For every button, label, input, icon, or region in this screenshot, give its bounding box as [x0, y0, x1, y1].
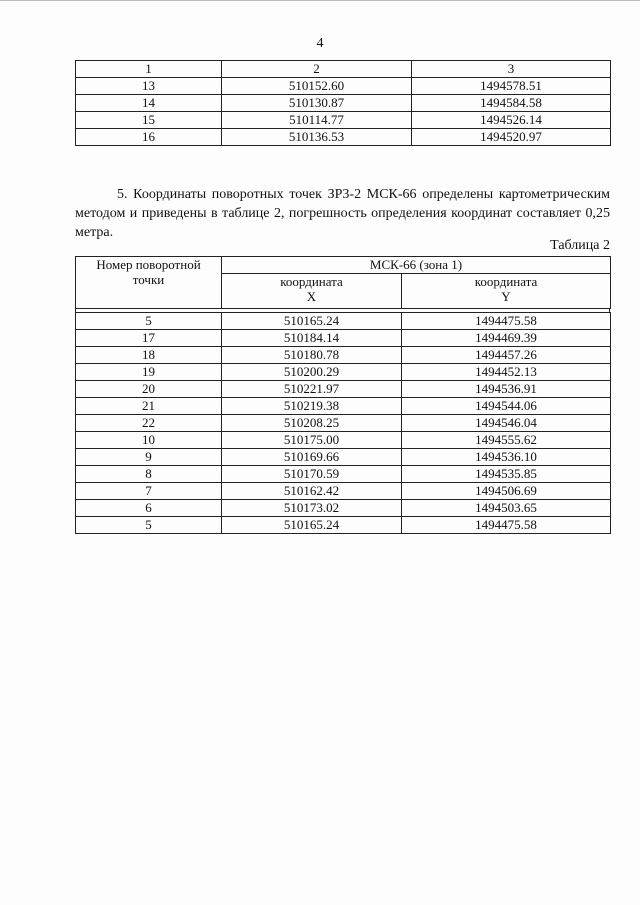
table-row [76, 466, 611, 483]
point-number-cell: 19 [76, 364, 222, 381]
table-row [76, 398, 611, 415]
coordinates-table-header [75, 256, 611, 309]
table-row [76, 313, 611, 330]
point-number-header-line1: Номер поворотной [96, 257, 201, 272]
y-coordinate-cell: 1494555.62 [402, 432, 611, 449]
table-header-row [76, 61, 611, 78]
point-number-cell: 16 [76, 129, 222, 146]
table-caption: Таблица 2 [550, 238, 610, 253]
point-number-cell: 17 [76, 330, 222, 347]
table-row [76, 330, 611, 347]
table-row [76, 364, 611, 381]
y-coordinate-cell: 1494536.10 [402, 449, 611, 466]
table-row [76, 347, 611, 364]
y-coordinate-cell: 1494578.51 [412, 78, 611, 95]
y-coordinate-header [402, 274, 611, 309]
x-coordinate-header [222, 274, 402, 309]
point-number-cell: 8 [76, 466, 222, 483]
table-row [76, 483, 611, 500]
table-row [76, 500, 611, 517]
table-row [76, 449, 611, 466]
paragraph-coordinates-method: 5. Координаты поворотных точек ЗР3-2 МСК-66 определены картометрическим методом и приведены в таблице 2, погрешность определения координат составляет 0,25 метра. [75, 187, 610, 240]
scan-edge [0, 0, 640, 1]
coordinates-table [75, 312, 611, 534]
table-row [76, 95, 611, 112]
y-coordinate-cell: 1494536.91 [402, 381, 611, 398]
x-coordinate-cell: 510175.00 [222, 432, 402, 449]
x-coordinate-cell: 510130.87 [222, 95, 412, 112]
table-row [76, 381, 611, 398]
x-coordinate-cell: 510114.77 [222, 112, 412, 129]
table-row [76, 415, 611, 432]
y-coordinate-cell: 1494503.65 [402, 500, 611, 517]
y-coordinate-header-line2: Y [501, 289, 511, 304]
coordinate-system-header: МСК-66 (зона 1) [222, 257, 611, 274]
x-coordinate-cell: 510180.78 [222, 347, 402, 364]
page-number: 4 [316, 36, 324, 51]
x-coordinate-cell: 510165.24 [222, 517, 402, 534]
point-number-cell: 7 [76, 483, 222, 500]
point-number-cell: 5 [76, 517, 222, 534]
point-number-cell: 21 [76, 398, 222, 415]
table-header-cell: 2 [222, 61, 412, 78]
table-header-row [76, 257, 611, 274]
point-number-cell: 15 [76, 112, 222, 129]
x-coordinate-cell: 510165.24 [222, 313, 402, 330]
table-row [76, 112, 611, 129]
x-coordinate-header-line2: X [306, 289, 317, 304]
x-coordinate-cell: 510152.60 [222, 78, 412, 95]
x-coordinate-cell: 510184.14 [222, 330, 402, 347]
point-number-cell: 10 [76, 432, 222, 449]
x-coordinate-cell: 510208.25 [222, 415, 402, 432]
y-coordinate-cell: 1494544.06 [402, 398, 611, 415]
x-coordinate-cell: 510162.42 [222, 483, 402, 500]
table-row [76, 432, 611, 449]
point-number-header-line2: точки [132, 272, 165, 287]
point-number-cell: 20 [76, 381, 222, 398]
x-coordinate-cell: 510170.59 [222, 466, 402, 483]
point-number-cell: 6 [76, 500, 222, 517]
x-coordinate-header-line1: координата [280, 274, 343, 289]
point-number-cell: 13 [76, 78, 222, 95]
y-coordinate-cell: 1494520.97 [412, 129, 611, 146]
y-coordinate-cell: 1494457.26 [402, 347, 611, 364]
x-coordinate-cell: 510173.02 [222, 500, 402, 517]
table-row [76, 517, 611, 534]
table-header-cell: 1 [76, 61, 222, 78]
point-number-cell: 9 [76, 449, 222, 466]
x-coordinate-cell: 510136.53 [222, 129, 412, 146]
table-header-cell: 3 [412, 61, 611, 78]
table-row [76, 129, 611, 146]
point-number-cell: 5 [76, 313, 222, 330]
coordinates-table-continued [75, 60, 611, 146]
x-coordinate-cell: 510200.29 [222, 364, 402, 381]
x-coordinate-cell: 510221.97 [222, 381, 402, 398]
y-coordinate-cell: 1494452.13 [402, 364, 611, 381]
y-coordinate-cell: 1494475.58 [402, 517, 611, 534]
y-coordinate-header-line1: координата [474, 274, 538, 289]
y-coordinate-cell: 1494469.39 [402, 330, 611, 347]
point-number-cell: 18 [76, 347, 222, 364]
y-coordinate-cell: 1494475.58 [402, 313, 611, 330]
y-coordinate-cell: 1494526.14 [412, 112, 611, 129]
table-row [76, 78, 611, 95]
y-coordinate-cell: 1494506.69 [402, 483, 611, 500]
point-number-header [76, 257, 222, 309]
x-coordinate-cell: 510169.66 [222, 449, 402, 466]
y-coordinate-cell: 1494535.85 [402, 466, 611, 483]
y-coordinate-cell: 1494584.58 [412, 95, 611, 112]
point-number-cell: 22 [76, 415, 222, 432]
y-coordinate-cell: 1494546.04 [402, 415, 611, 432]
x-coordinate-cell: 510219.38 [222, 398, 402, 415]
point-number-cell: 14 [76, 95, 222, 112]
